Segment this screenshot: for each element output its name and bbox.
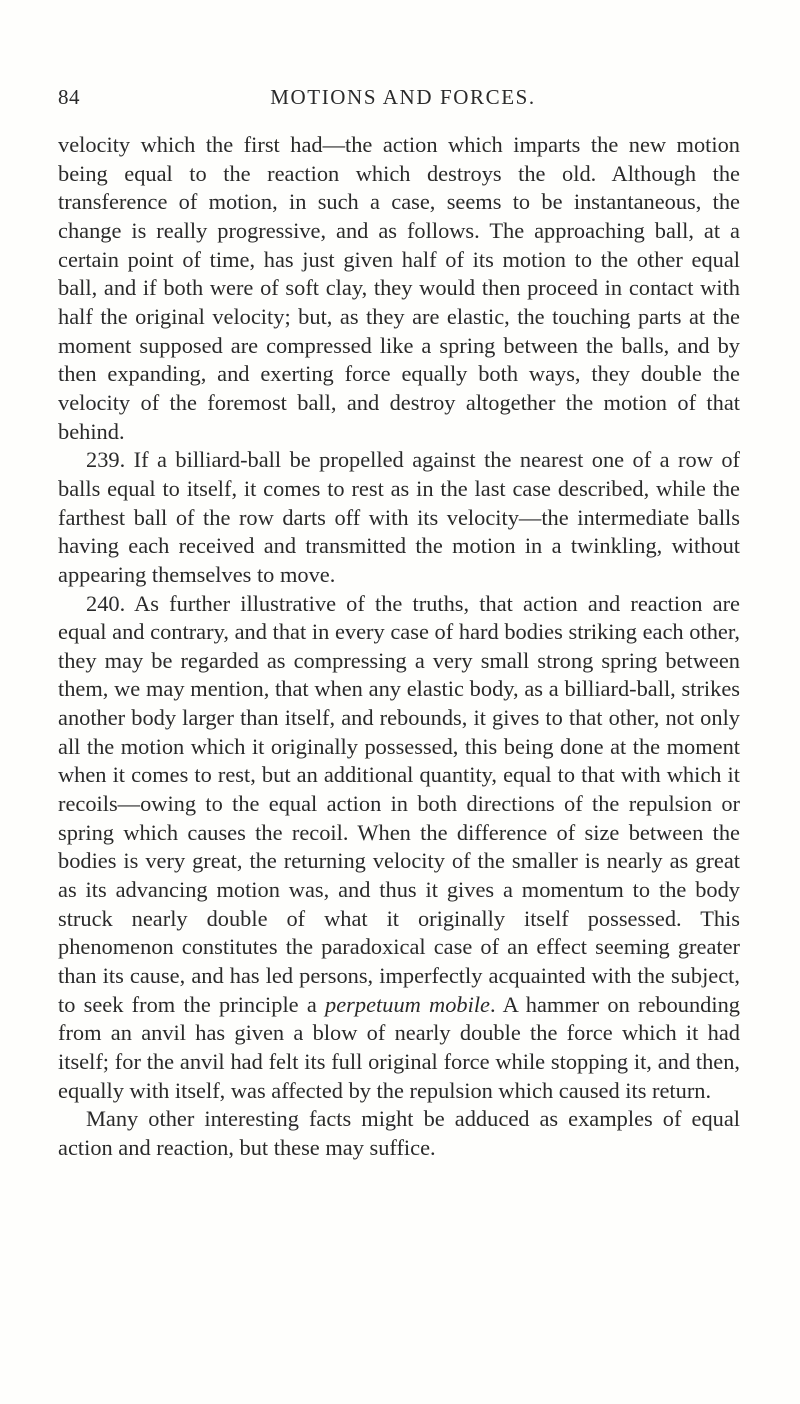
paragraph-239: 239. If a billiard-ball be propelled against the nearest one of a row of balls equal to itself, it comes to rest as in the last case described, while the farthest ball of the row darts off with its velocity—the intermediate balls having each received and transmitted the motion in a twinkling, without appearing themselves to move. xyxy=(58,447,740,587)
page-number: 84 xyxy=(58,85,80,109)
paragraph-240-italic-term: perpetuum mobile xyxy=(325,991,490,1017)
paragraph-closing: Many other interesting facts might be adduced as examples of equal action and reaction, but these may suffice. xyxy=(58,1106,740,1160)
paragraph-240 xyxy=(58,590,740,1106)
body-text xyxy=(58,131,740,1163)
paragraph-240-text: 240. As further illustrative of the truths, that action and reaction are equal and contrary, and that in every case of hard bodies striking each other, they may be regarded as compressing a very small strong spring between them, we may mention, that when any elastic body, as a billiard-ball, strikes another body larger than itself, and rebounds, it gives to that other, not only all the motion which it originally possessed, this being done at the moment when it comes to rest, but an additional quantity, equal to that with which it recoils—owing to the equal action in both directions of the repulsion or spring which causes the recoil. When the difference of size between the bodies is very great, the returning velocity of the smaller is nearly as great as its advancing motion was, and thus it gives a momentum to the body struck nearly double of what it originally itself possessed. This phenomenon constitutes the paradoxical case of an effect seeming greater than its cause, and has led persons, imperfectly acquainted with the subject, to seek from the principle a xyxy=(58,590,740,1017)
paragraph-240-text-end: . A hammer on rebounding from an anvil has given a blow of nearly double the force which it had itself; for the anvil had felt its full original force while stopping it, and then, equally with itself, was affected by the repulsion which caused its return. xyxy=(58,991,740,1103)
running-head: MOTIONS AND FORCES. xyxy=(270,85,536,109)
paragraph-continuation: velocity which the first had—the action which imparts the new motion being equal to the reaction which destroys the old. Although the transference of motion, in such a case, seems to be instantaneous, the change is really progressive, and as follows. The approaching ball, at a certain point of time, has just given half of its motion to the other equal ball, and if both were of soft clay, they would then proceed in contact with half the original velocity; but, as they are elastic, the touching parts at the moment supposed are compressed like a spring between the balls, and by then expanding, and exerting force equally both ways, they double the velocity of the foremost ball, and destroy altogether the motion of that behind. xyxy=(58,132,740,444)
page-header xyxy=(58,85,748,115)
